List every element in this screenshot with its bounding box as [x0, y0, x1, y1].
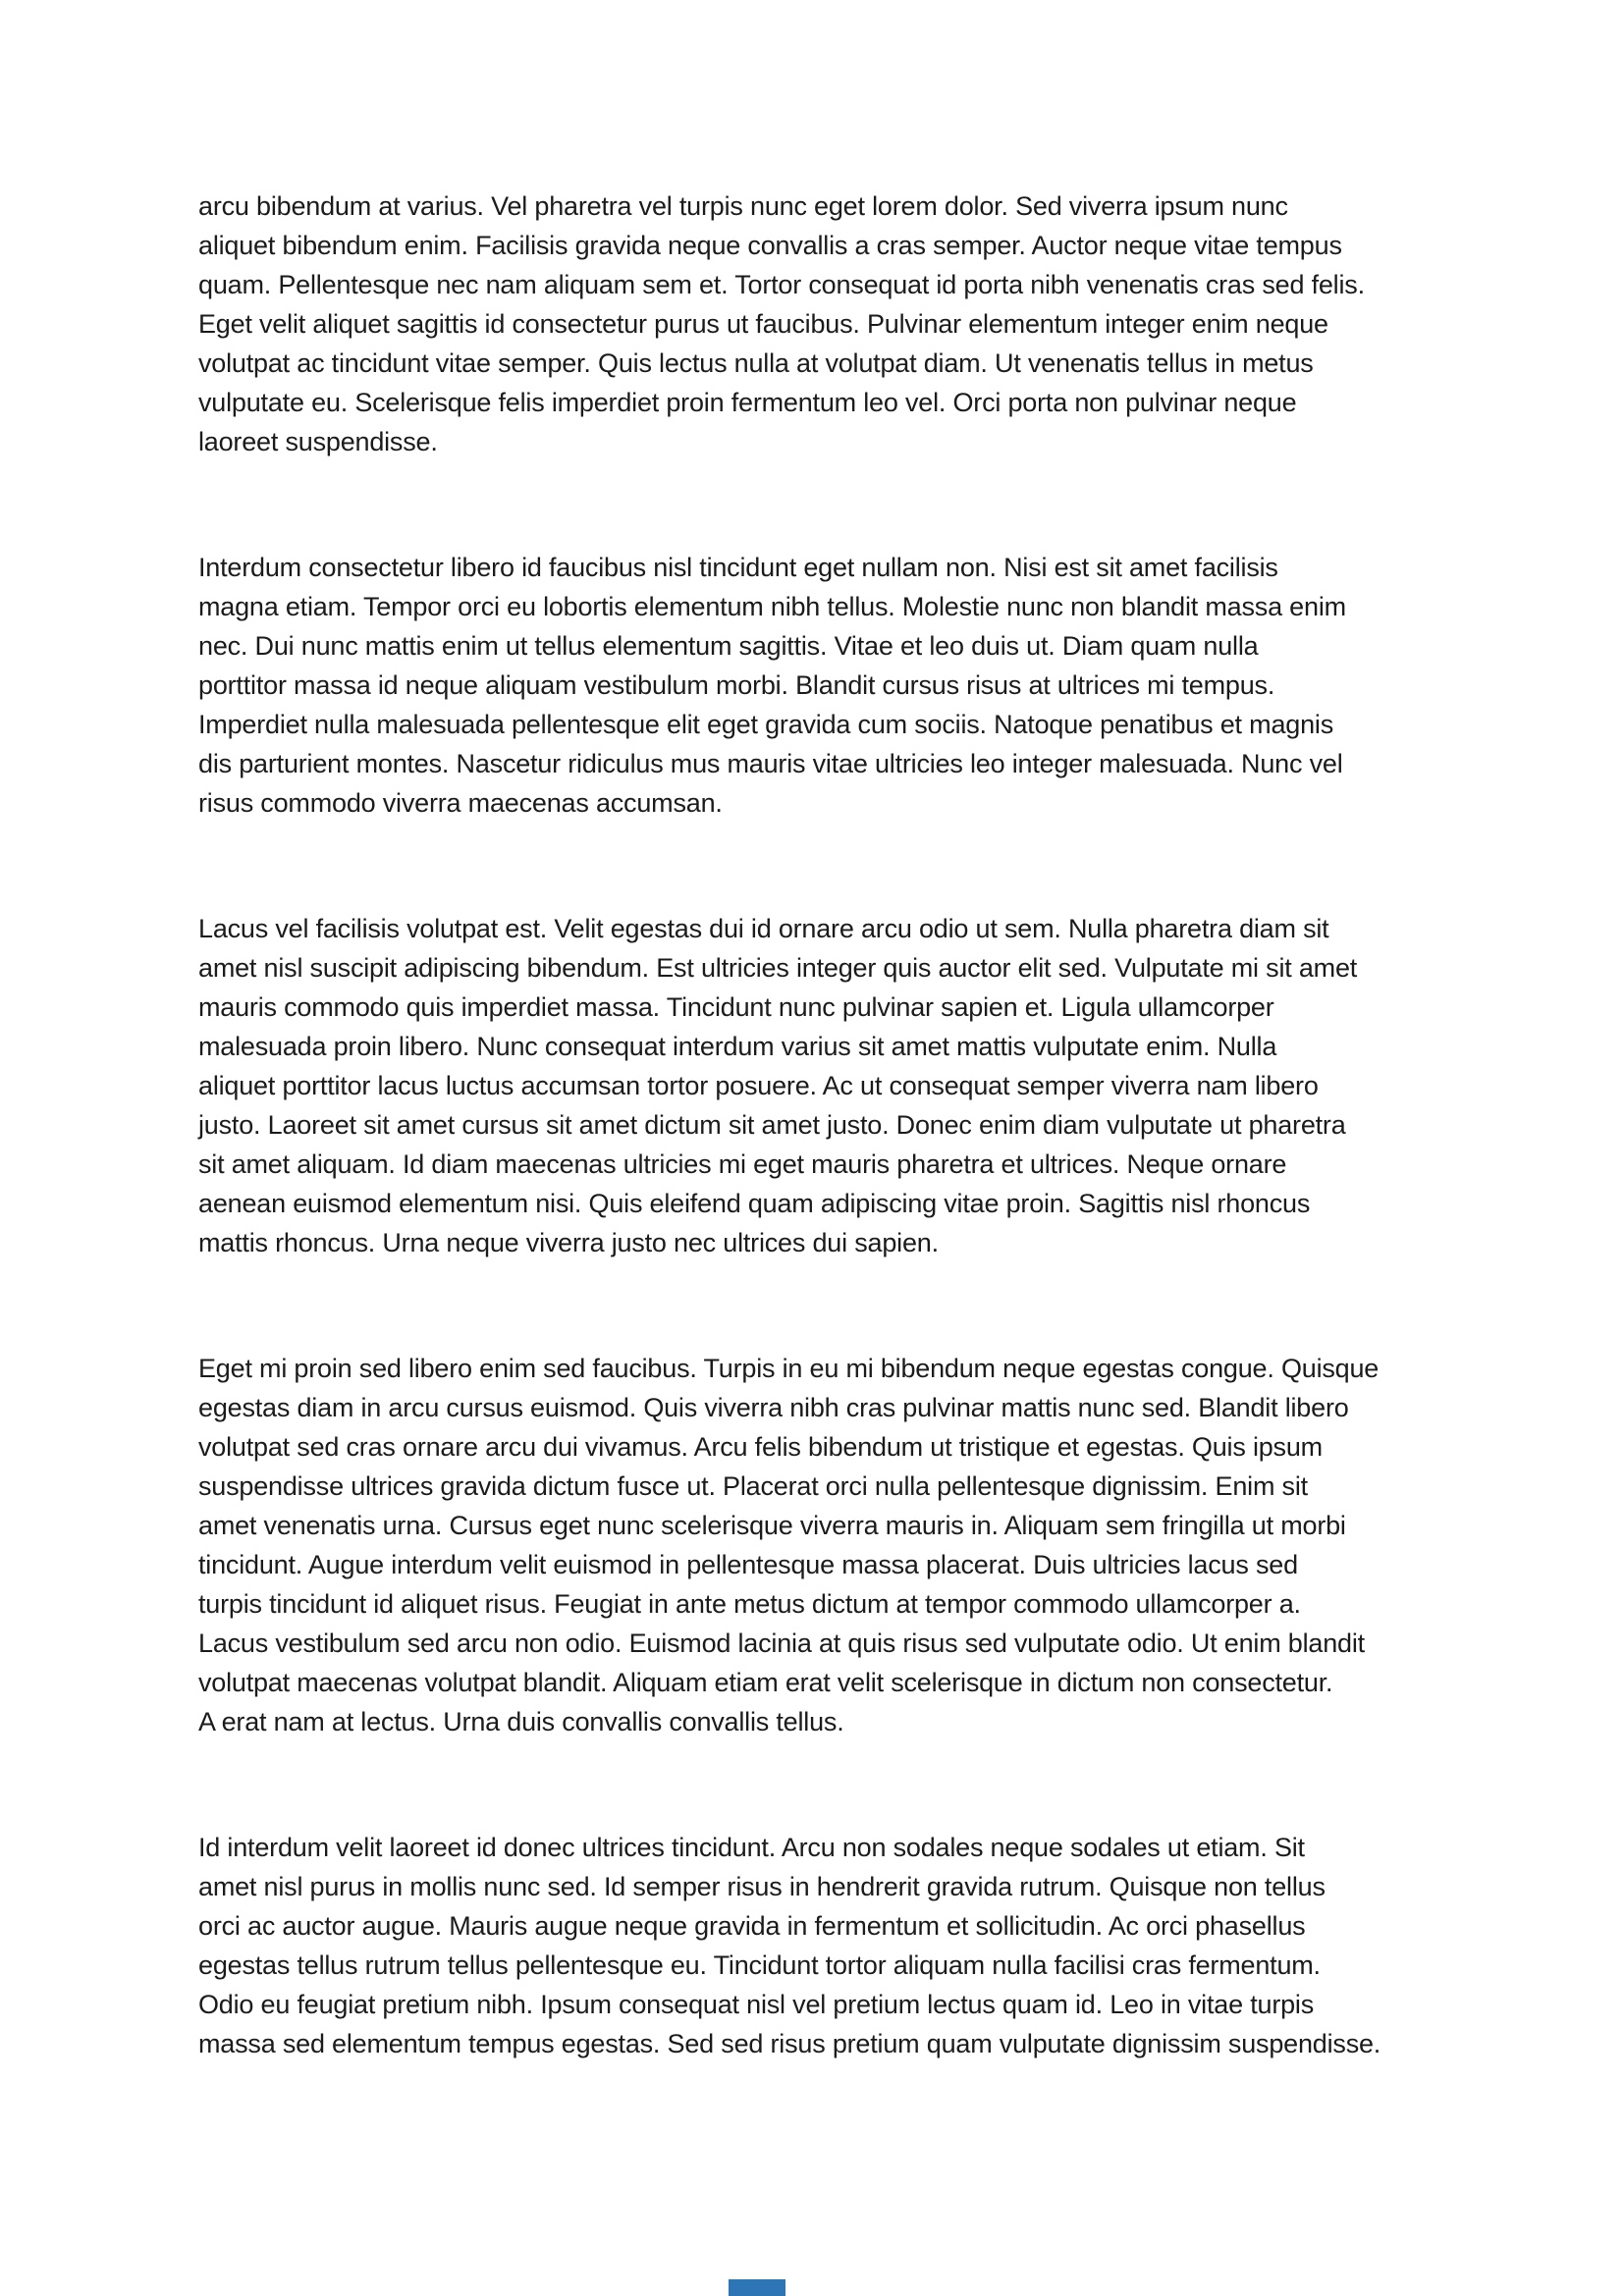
- paragraph: Id interdum velit laoreet id donec ultrices tincidunt. Arcu non sodales neque sodales ut etiam. Sit amet nisl purus in mollis nunc sed. Id semper risus in hendrerit gravida rutrum. Quisque non tellus orci ac auctor augue. Mauris augue neque gravida in fermentum et sollicitudin. Ac orci phasellus egestas tellus rutrum tellus pellentesque eu. Tincidunt tortor aliquam nulla facilisi cras fermentum. Odio eu feugiat pretium nibh. Ipsum consequat nisl vel pretium lectus quam id. Leo in vitae turpis massa sed elementum tempus egestas. Sed sed risus pretium quam vulputate dignissim suspendisse.: [198, 1833, 1381, 2058]
- paragraph: Eget mi proin sed libero enim sed faucibus. Turpis in eu mi bibendum neque egestas congue. Quisque egestas diam in arcu cursus euismod. Quis viverra nibh cras pulvinar mattis nunc sed. Blandit libero volutpat sed cras ornare arcu dui vivamus. Arcu felis bibendum ut tristique et egestas. Quis ipsum suspendisse ultrices gravida dictum fusce ut. Placerat orci nulla pellentesque dignissim. Enim sit amet venenatis urna. Cursus eget nunc scelerisque viverra mauris in. Aliquam sem fringilla ut morbi tincidunt. Augue interdum velit euismod in pellentesque massa placerat. Duis ultricies lacus sed turpis tincidunt id aliquet risus. Feugiat in ante metus dictum at tempor commodo ullamcorper a. Lacus vestibulum sed arcu non odio. Euismod lacinia at quis risus sed vulputate odio. Ut enim blandit volutpat maecenas volutpat blandit. Aliquam etiam erat velit scelerisque in dictum non consectetur. A erat nam at lectus. Urna duis convallis convallis tellus.: [198, 1354, 1380, 1736]
- blue-marker: [729, 2279, 785, 2296]
- document-body: [198, 187, 1435, 2063]
- paragraph: arcu bibendum at varius. Vel pharetra vel turpis nunc eget lorem dolor. Sed viverra ipsum nunc aliquet bibendum enim. Facilisis gravida neque convallis a cras semper. Auctor neque vitae tempus quam. Pellentesque nec nam aliquam sem et. Tortor consequat id porta nibh venenatis cras sed felis. Eget velit aliquet sagittis id consectetur purus ut faucibus. Pulvinar elementum integer enim neque volutpat ac tincidunt vitae semper. Quis lectus nulla at volutpat diam. Ut venenatis tellus in metus vulputate eu. Scelerisque felis imperdiet proin fermentum leo vel. Orci porta non pulvinar neque laoreet suspendisse.: [198, 191, 1365, 456]
- paragraph: Lacus vel facilisis volutpat est. Velit egestas dui id ornare arcu odio ut sem. Nulla pharetra diam sit amet nisl suscipit adipiscing bibendum. Est ultricies integer quis auctor elit sed. Vulputate mi sit amet mauris commodo quis imperdiet massa. Tincidunt nunc pulvinar sapien et. Ligula ullamcorper malesuada proin libero. Nunc consequat interdum varius sit amet mattis vulputate enim. Nulla aliquet porttitor lacus luctus accumsan tortor posuere. Ac ut consequat semper viverra nam libero justo. Laoreet sit amet cursus sit amet dictum sit amet justo. Donec enim diam vulputate ut pharetra sit amet aliquam. Id diam maecenas ultricies mi eget mauris pharetra et ultrices. Neque ornare aenean euismod elementum nisi. Quis eleifend quam adipiscing vitae proin. Sagittis nisl rhoncus mattis rhoncus. Urna neque viverra justo nec ultrices dui sapien.: [198, 914, 1358, 1257]
- paragraph: Interdum consectetur libero id faucibus nisl tincidunt eget nullam non. Nisi est sit amet facilisis magna etiam. Tempor orci eu lobortis elementum nibh tellus. Molestie nunc non blandit massa enim nec. Dui nunc mattis enim ut tellus elementum sagittis. Vitae et leo duis ut. Diam quam nulla porttitor massa id neque aliquam vestibulum morbi. Blandit cursus risus at ultrices mi tempus. Imperdiet nulla malesuada pellentesque elit eget gravida cum sociis. Natoque penatibus et magnis dis parturient montes. Nascetur ridiculus mus mauris vitae ultricies leo integer malesuada. Nunc vel risus commodo viverra maecenas accumsan.: [198, 553, 1346, 818]
